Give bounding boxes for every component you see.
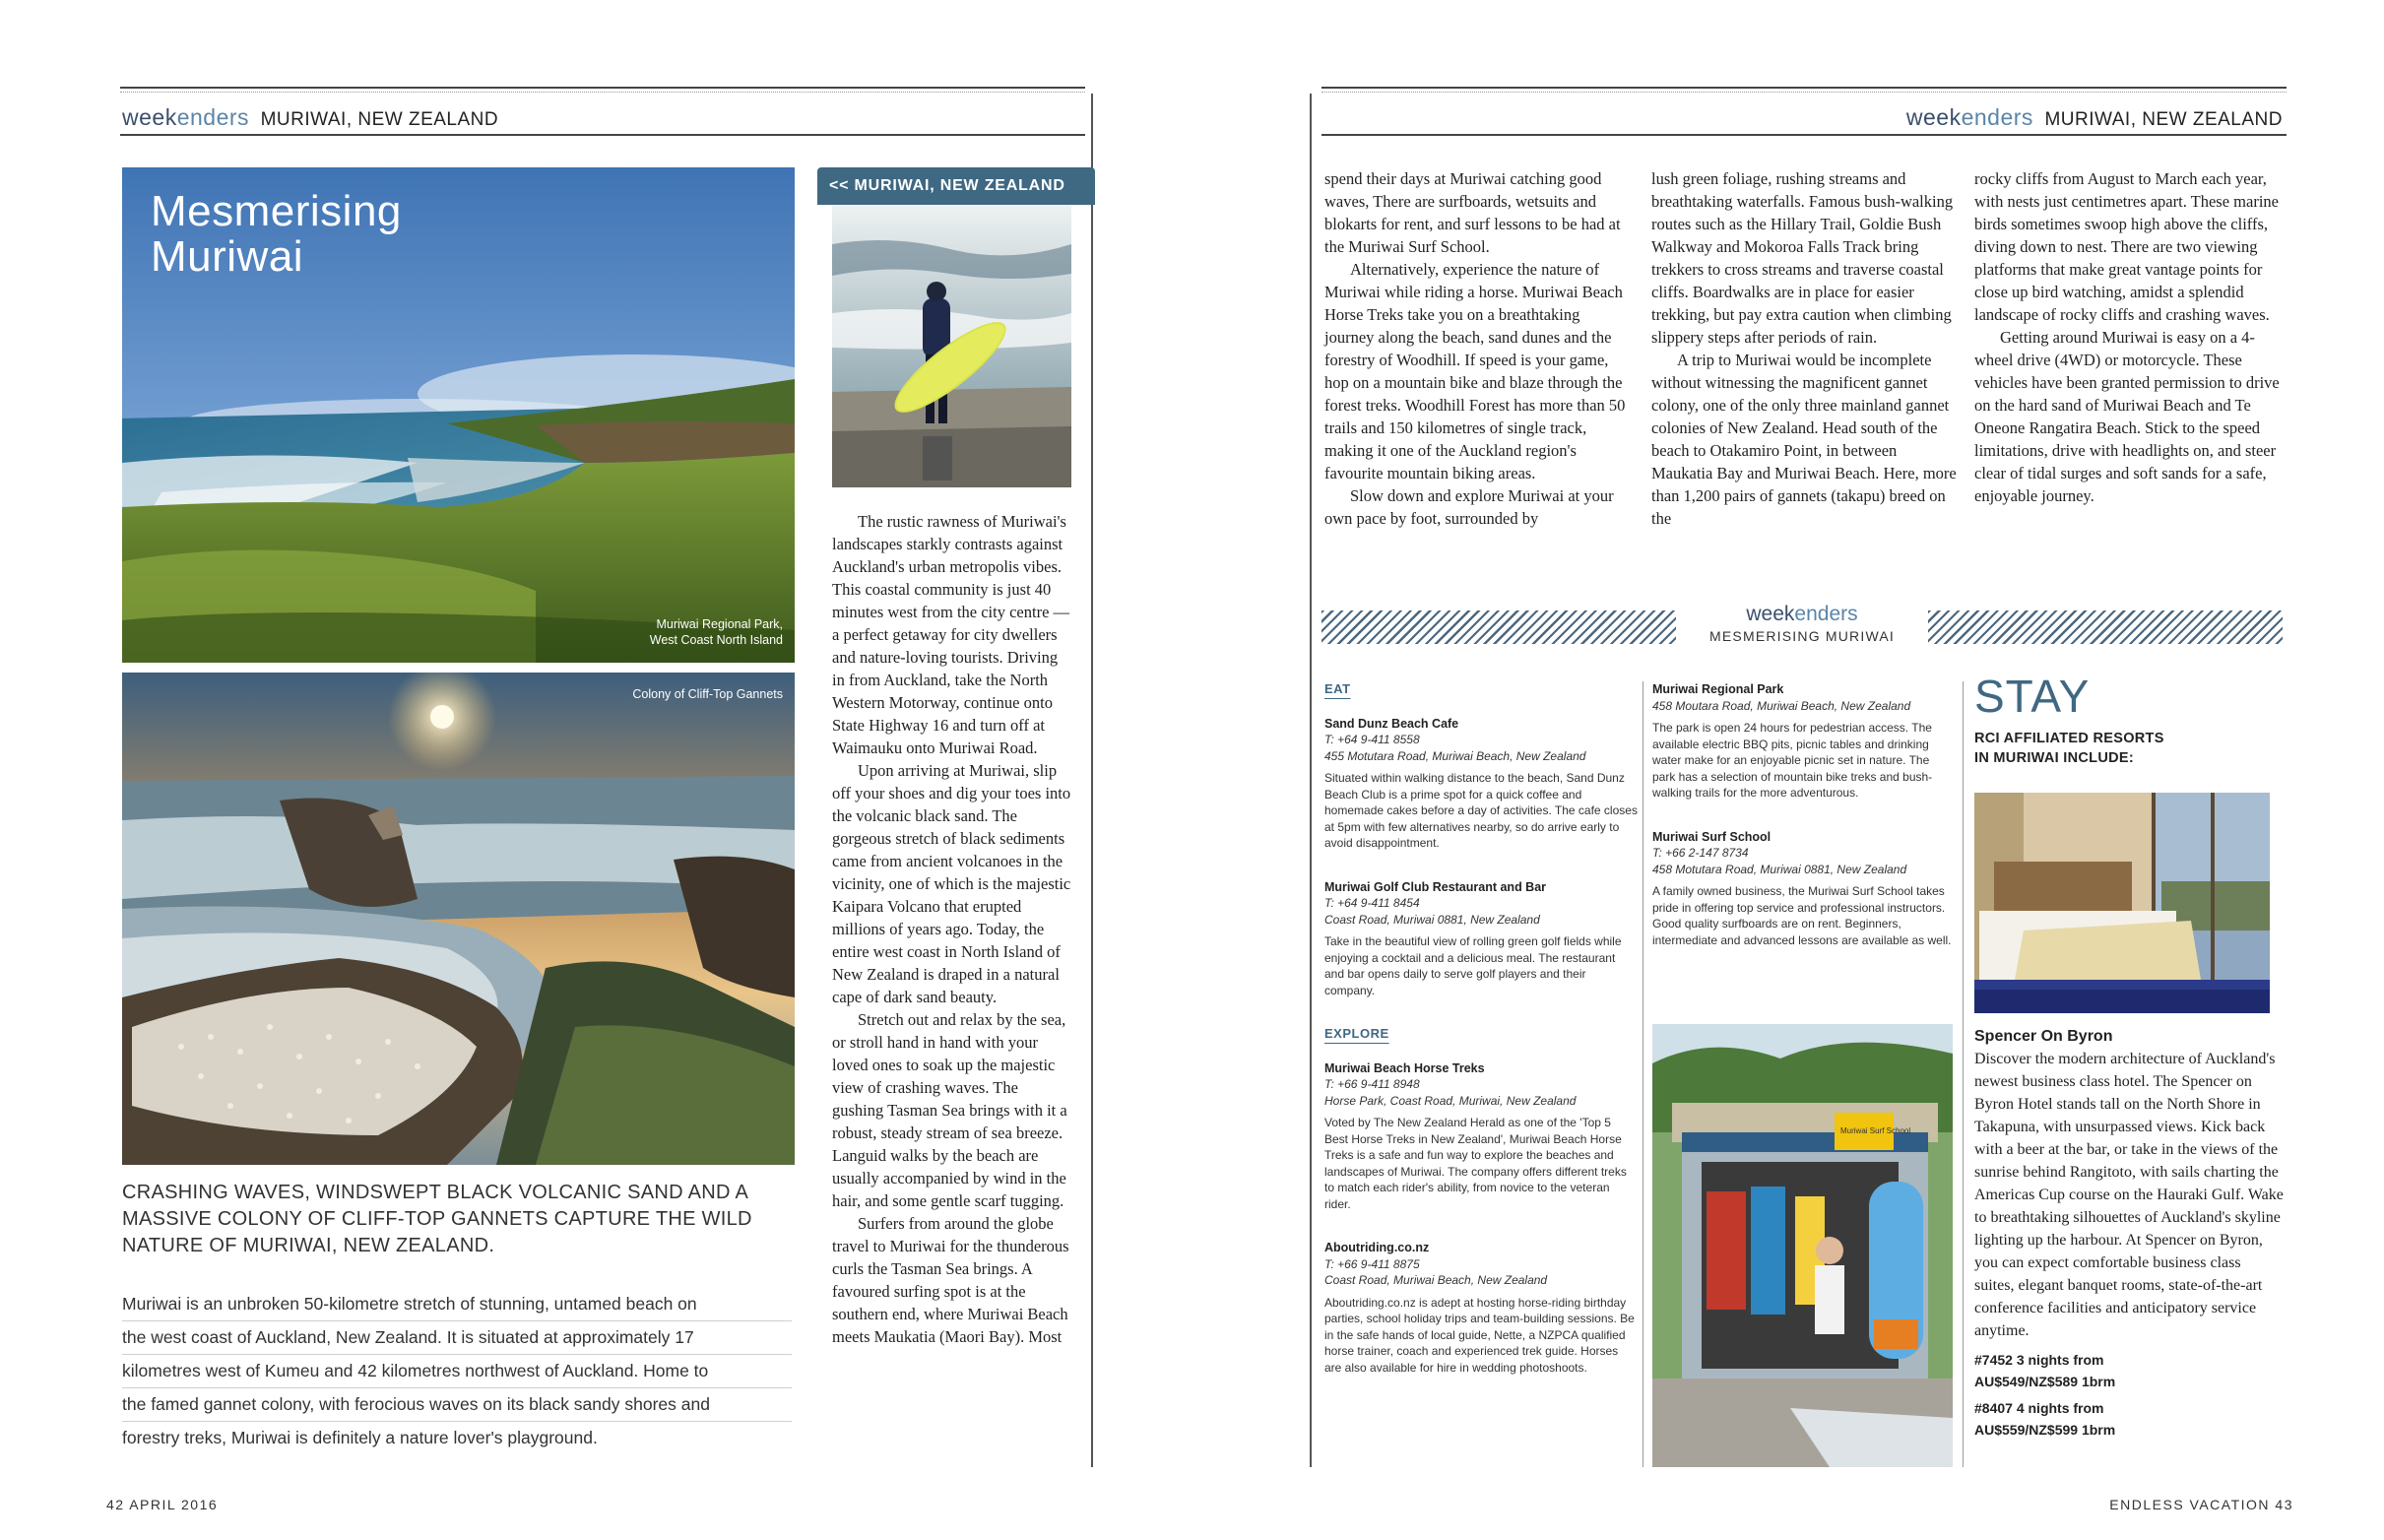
location-tag: << MURIWAI, NEW ZEALAND [817, 167, 1095, 205]
article-deck: CRASHING WAVES, WINDSWEPT BLACK VOLCANIC SAND AND A MASSIVE COLONY OF CLIFF-TOP GANNETS CAPTURE THE WILD NATURE OF MURIWAI, NEW ZEALAND. [122, 1182, 752, 1256]
listing-name: Muriwai Golf Club Restaurant and Bar [1324, 879, 1547, 894]
article-column-2 [1651, 167, 1960, 530]
price-line: AU$559/NZ$599 1brm [1974, 1422, 2116, 1438]
photo-surf-school [1652, 1024, 1953, 1467]
intro-line: forestry treks, Muriwai is definitely a nature lover's playground. [122, 1428, 598, 1447]
article-column-left [832, 510, 1071, 1348]
listing-desc: Take in the beautiful view of rolling green golf fields while enjoying a cocktail and a delicious meal. The restaurant and bar opens daily to serve golf players and their company. [1324, 934, 1622, 997]
listing-name: Aboutriding.co.nz [1324, 1241, 1430, 1254]
listing-desc: Voted by The New Zealand Herald as one of the 'Top 5 Best Horse Treks in New Zealand', Muriwai Beach Horse Treks is a safe and fun way to explore the beaches and landscapes of Muriwai. The company offers different treks to match each rider's ability, from novice to the veteran rider. [1324, 1116, 1627, 1211]
kicker-rule-right [1321, 134, 2287, 136]
listing-surf-school [1652, 829, 1953, 949]
kicker-location: MURIWAI, NEW ZEALAND [2044, 109, 2283, 130]
article-column-3 [1974, 167, 2283, 507]
paragraph: Surfers from around the globe travel to Muriwai for the thunderous curls the Tasman Sea brings. A favoured surfing spot is at the southern end, where Muriwai Beach meets Maukatia (Maori Bay). Most [832, 1214, 1069, 1346]
resort-price-2 [1974, 1397, 2115, 1441]
guide-hatch-right [1928, 610, 2283, 644]
brand-week: week [122, 104, 177, 130]
guide-subtitle: MESMERISING MURIWAI [1709, 628, 1895, 644]
hero-photo-coastline [122, 167, 795, 663]
page-edge-line-right [1310, 94, 1312, 1467]
brand-enders: enders [176, 104, 250, 130]
stay-sub-line2: IN MURIWAI INCLUDE: [1974, 750, 2134, 766]
top-rule-thin-right [1321, 92, 2287, 93]
guide-header [1676, 603, 1928, 644]
hero-title-line2: Muriwai [151, 232, 304, 281]
brand-enders: enders [1961, 104, 2033, 130]
brand-enders: enders [1794, 603, 1858, 625]
listing-address: Coast Road, Muriwai Beach, New Zealand [1324, 1273, 1548, 1287]
listing-phone: T: +64 9-411 8454 [1324, 896, 1420, 910]
intro-line: the west coast of Auckland, New Zealand. It is situated at approximately 17 [122, 1321, 792, 1355]
top-rule [120, 87, 1085, 89]
listing-desc: A family owned business, the Muriwai Surf School takes pride in offering top service and professional instructors. Good quality surfboards are on rent. Beginners, intermediate and advanced lessons are available as well. [1652, 884, 1952, 947]
kicker-rule [120, 134, 1085, 136]
photo-gannet-colony [122, 673, 795, 1165]
stay-sub-line1: RCI AFFILIATED RESORTS [1974, 731, 2164, 746]
top-rule-thin [120, 92, 1085, 93]
listing-sand-dunz [1324, 716, 1638, 852]
listing-aboutriding [1324, 1240, 1638, 1376]
section-label-explore: EXPLORE [1324, 1026, 1389, 1041]
kicker-location: MURIWAI, NEW ZEALAND [260, 109, 499, 130]
section-kicker [122, 104, 498, 131]
listing-address: Coast Road, Muriwai 0881, New Zealand [1324, 912, 1540, 927]
listing-address: Horse Park, Coast Road, Muriwai, New Zealand [1324, 1093, 1577, 1108]
photo-hotel-room [1974, 793, 2270, 1013]
listing-address: 455 Motutara Road, Muriwai Beach, New Zealand [1324, 748, 1586, 763]
listing-phone: T: +66 9-411 8875 [1324, 1256, 1420, 1271]
listing-desc: Aboutriding.co.nz is adept at hosting horse-riding birthday parties, school holiday trips and team-building sessions. Be in the safe hands of local guide, Nette, a NZPCA qualified horse trainer, coach and experienced trek guide. Horses are also available for hire in wedding photoshoots. [1324, 1295, 1635, 1375]
listing-desc: Situated within walking distance to the beach, Sand Dunz Beach Club is a prime spot for a quick coffee and homemade cakes before a day of activities. The cafe closes at 5pm with few alternatives nearby, so do arrive early to avoid disappointment. [1324, 771, 1638, 850]
brand-week: week [1746, 603, 1795, 625]
paragraph: lush green foliage, rushing streams and breathtaking waterfalls. Famous bush-walking routes such as the Hillary Trail, Goldie Bush Walkway and Mokoroa Falls Track bring trekkers to cross streams and traverse coastal cliffs. Boardwalks are in place for easier trekking, but pay extra caution when climbing slippery steps after periods of rain. [1651, 169, 1954, 347]
resort-name: Spencer On Byron [1974, 1028, 2113, 1045]
paragraph: A trip to Muriwai would be incomplete without witnessing the magnificent gannet colony, one of the only three mainland gannet colonies of New Zealand. Head south of the beach to Otakamiro Point, in between Maukatia Bay and Muriwai Beach. Here, more than 1,200 pairs of gannets (takapu) breed on the [1651, 351, 1957, 528]
surf-school-sign: Muriwai Surf School [1840, 1126, 1911, 1135]
page-folio-left: 42 APRIL 2016 [106, 1497, 219, 1512]
listing-name: Muriwai Beach Horse Treks [1324, 1060, 1485, 1075]
photo1-caption [650, 616, 783, 648]
resort-desc: Discover the modern architecture of Auckland's newest business class hotel. The Spencer on Byron Hotel stands tall on the North Shore in Takapuna, with unsurpassed views. Kick back with a beer at the bar, or take in the views of the sunrise behind Rangitoto, with sails charting the Americas Cup course on the Hauraki Gulf. Wake to breathtaking silhouettes of Auckland's skyline lighting up the harbour. At Spencer on Byron, you can expect comfortable business class suites, elegant banquet rooms, state-of-the-art conference facilities and anticipatory service anytime. [1974, 1051, 2284, 1339]
price-line: AU$549/NZ$589 1brm [1974, 1374, 2116, 1389]
top-rule-right [1321, 87, 2287, 89]
listing-desc: The park is open 24 hours for pedestrian access. The available electric BBQ pits, picnic tables and drinking water make for an enjoyable picnic set in nature. The park has a selection of mountain bike treks and bush-walking trails for the more adventurous. [1652, 721, 1933, 800]
photo2-caption: Colony of Cliff-Top Gannets [632, 687, 783, 701]
stay-subheading [1974, 729, 2164, 768]
listing-address: 458 Moutara Road, Muriwai Beach, New Zealand [1652, 698, 1911, 713]
stay-heading: STAY [1974, 671, 2091, 722]
guide-column-eat-explore [1324, 681, 1638, 1376]
guide-hatch-left [1321, 610, 1676, 644]
listing-golf-club [1324, 879, 1638, 999]
page-folio-right: ENDLESS VACATION 43 [2109, 1497, 2293, 1512]
paragraph: rocky cliffs from August to March each year, with nests just centimetres apart. These marine birds sometimes swoop high above the cliffs, diving down to nest. There are two viewing platforms that make great vantage points for close up bird watching, amidst a splendid landscape of rocky cliffs and crashing waves. [1974, 169, 2279, 324]
paragraph: Upon arriving at Muriwai, slip off your shoes and dig your toes into the volcanic black sand. The gorgeous stretch of black sediments came from ancient volcanoes in the vicinity, one of which is the majestic Kaipara Volcano that erupted millions of years ago. Today, the entire west coast in North Island of New Zealand is draped in a natural cape of dark sand beauty. [832, 761, 1071, 1006]
listing-phone: T: +64 9-411 8558 [1324, 733, 1420, 746]
price-line: #8407 4 nights from [1974, 1400, 2104, 1416]
paragraph: The rustic rawness of Muriwai's landscapes starkly contrasts against Auckland's urban metropolis vibes. This coastal community is just 40 minutes west from the city centre — a perfect getaway for city dwellers and nature-loving tourists. Driving in from Auckland, take the North Western Motorway, continue onto State Highway 16 and turn off at Waimauku onto Muriwai Road. [832, 512, 1070, 757]
page-edge-line [1091, 94, 1093, 1467]
resort-price-1 [1974, 1349, 2115, 1392]
listing-phone: T: +66 9-411 8948 [1324, 1077, 1420, 1091]
brand-week: week [1905, 104, 1962, 130]
guide-column-park-surf [1652, 681, 1953, 976]
paragraph: Getting around Muriwai is easy on a 4-wheel drive (4WD) or motorcycle. These vehicles have been granted permission to drive on the hard sand of Muriwai Beach and Te Oneone Rangatira Beach. Stick to the speed limitations, drive with headlights on, and steer clear of tidal surges and soft sands for a safe, enjoyable journey. [1974, 328, 2280, 505]
listing-address: 458 Motutara Road, Muriwai 0881, New Zealand [1652, 862, 1907, 876]
paragraph: Slow down and explore Muriwai at your own pace by foot, surrounded by [1324, 486, 1614, 528]
paragraph: Alternatively, experience the nature of Muriwai while riding a horse. Muriwai Beach Horse Treks take you on a breathtaking journey along the beach, sand dunes and the forestry of Woodhill. If speed is your game, hop on a mountain bike and blaze through the forest treks. Woodhill Forest has more than 50 trails and 150 kilometres of single track, making it one of the Auckland region's favourite mountain biking areas. [1324, 260, 1626, 482]
section-label-eat: EAT [1324, 681, 1351, 696]
listing-phone: T: +66 2-147 8734 [1652, 846, 1749, 860]
listing-regional-park [1652, 681, 1953, 802]
article-intro [122, 1288, 792, 1454]
guide-divider-2 [1963, 681, 1964, 1467]
photo-surfer [832, 205, 1071, 487]
photo1-caption-line1: Muriwai Regional Park, [656, 617, 783, 631]
photo1-caption-line2: West Coast North Island [649, 633, 783, 647]
listing-name: Sand Dunz Beach Cafe [1324, 716, 1459, 731]
article-column-1 [1324, 167, 1633, 530]
paragraph: spend their days at Muriwai catching good waves, There are surfboards, wetsuits and blokarts for rent, and surf lessons to be had at the Muriwai Surf School. [1324, 169, 1621, 256]
section-kicker-right [1906, 104, 2283, 131]
paragraph: Stretch out and relax by the sea, or stroll hand in hand with your loved ones to soak up the majestic view of crashing waves. The gushing Tasman Sea brings with it a robust, steady stream of sea breeze. Languid walks by the beach are usually accompanied by wind in the hair, and some gentle scarf tugging. [832, 1010, 1067, 1210]
listing-horse-treks [1324, 1060, 1638, 1213]
intro-line: kilometres west of Kumeu and 42 kilometres northwest of Auckland. Home to [122, 1355, 792, 1388]
listing-name: Muriwai Regional Park [1652, 682, 1784, 696]
intro-line: Muriwai is an unbroken 50-kilometre stretch of stunning, untamed beach on [122, 1288, 792, 1321]
hero-title [151, 189, 402, 280]
price-line: #7452 3 nights from [1974, 1352, 2104, 1368]
intro-line: the famed gannet colony, with ferocious waves on its black sandy shores and [122, 1388, 792, 1422]
hero-title-line1: Mesmerising [151, 187, 402, 235]
listing-name: Muriwai Surf School [1652, 829, 1772, 844]
